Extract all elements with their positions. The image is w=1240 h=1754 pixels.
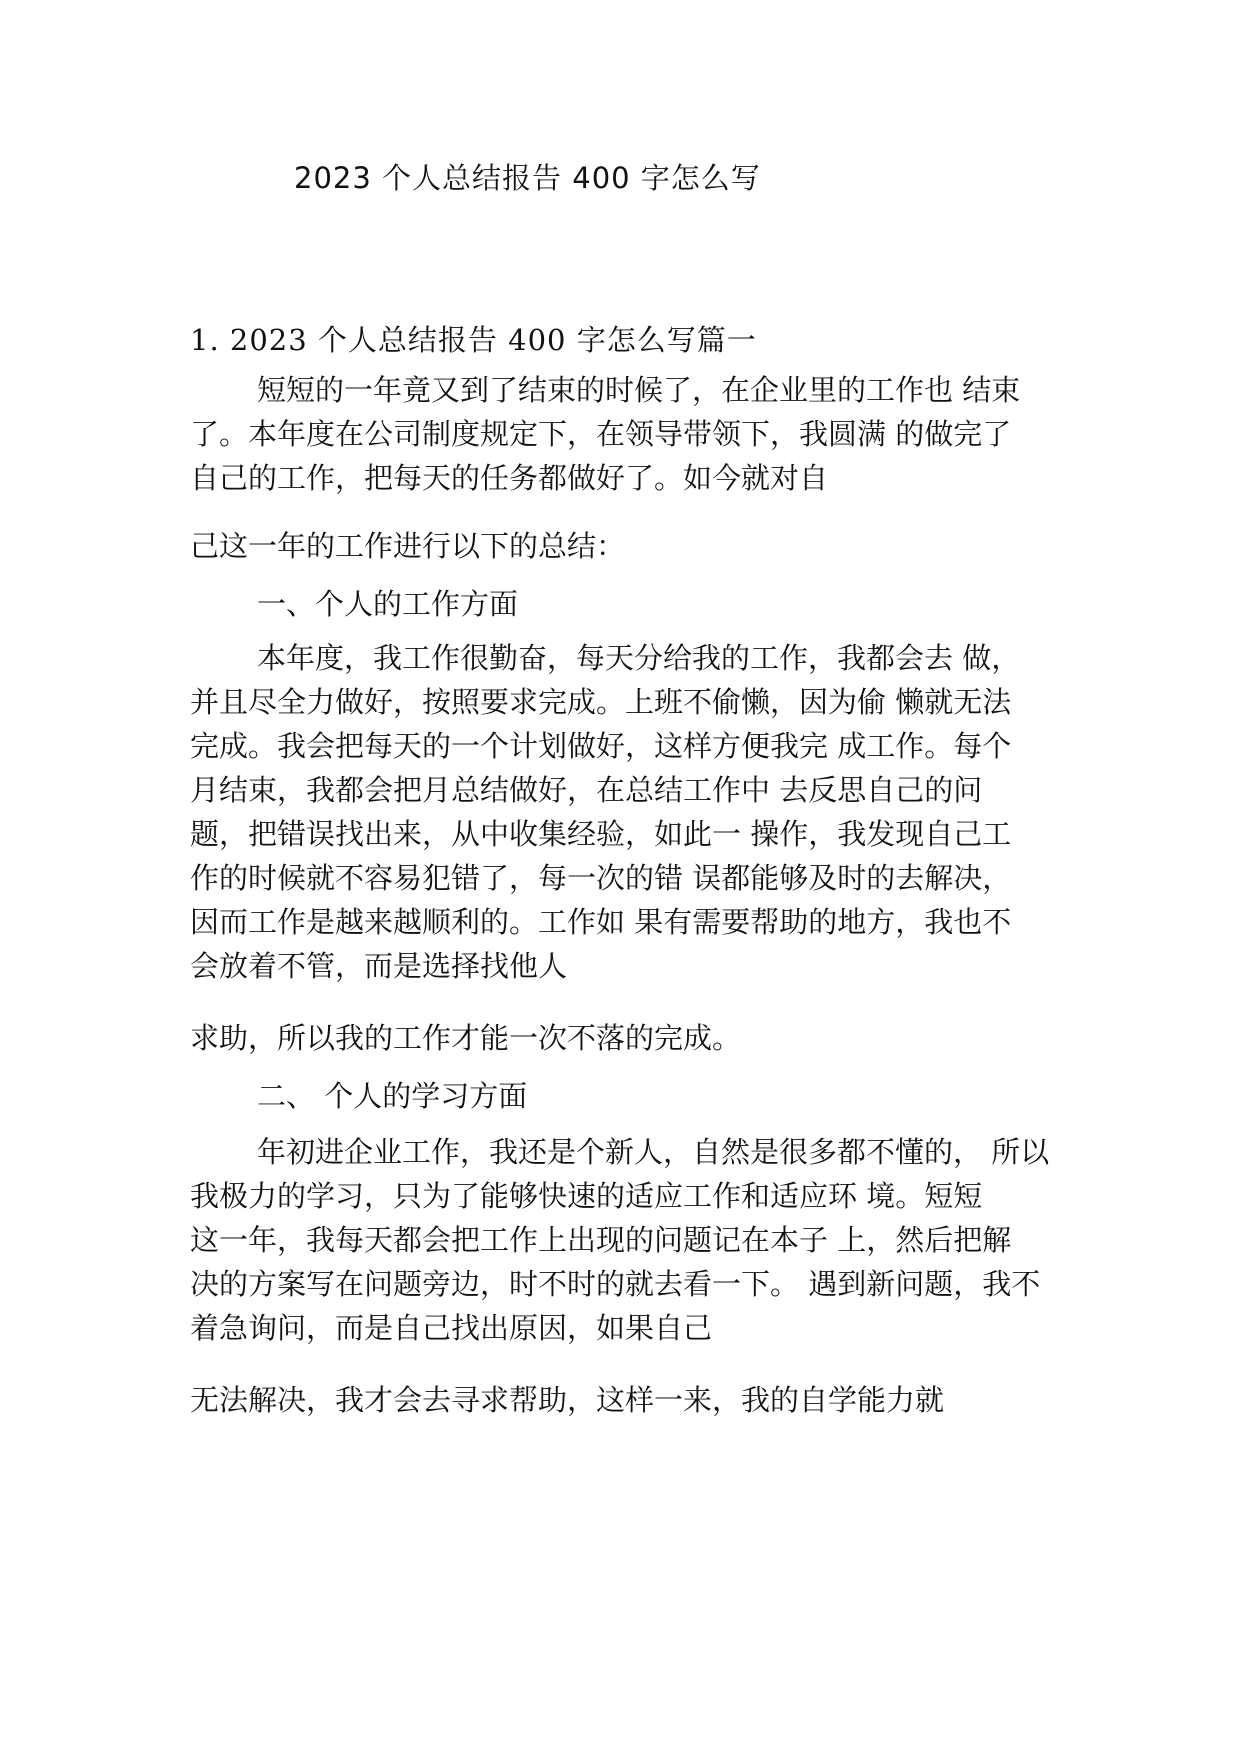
paragraph-line: 这一年，我每天都会把工作上出现的问题记在本子 上，然后把解 bbox=[190, 1223, 1012, 1257]
paragraph-line: 求助，所以我的工作才能一次不落的完成。 bbox=[190, 1021, 742, 1055]
paragraph-line: 并且尽全力做好，按照要求完成。上班不偷懒，因为偷 懒就无法 bbox=[190, 685, 1012, 719]
paragraph-line: 短短的一年竟又到了结束的时候了，在企业里的工作也 结束 bbox=[257, 373, 1021, 407]
paragraph-line: 着急询问，而是自己找出原因，如果自己 bbox=[190, 1311, 713, 1345]
subheading-work: 一、个人的工作方面 bbox=[257, 587, 519, 621]
paragraph-line: 本年度，我工作很勤奋，每天分给我的工作，我都会去 做， bbox=[257, 641, 1021, 675]
paragraph-line: 了。本年度在公司制度规定下，在领导带领下，我圆满 的做完了 bbox=[190, 417, 1012, 451]
paragraph-line: 己这一年的工作进行以下的总结： bbox=[190, 529, 626, 563]
paragraph-line: 我极力的学习，只为了能够快速的适应工作和适应环 境。短短 bbox=[190, 1179, 983, 1213]
paragraph-line: 会放着不管，而是选择找他人 bbox=[190, 949, 568, 983]
paragraph-line: 年初进企业工作，我还是个新人，自然是很多都不懂的， 所以 bbox=[257, 1135, 1050, 1169]
subheading-study: 二、 个人的学习方面 bbox=[257, 1079, 528, 1113]
paragraph-line: 因而工作是越来越顺利的。工作如 果有需要帮助的地方，我也不 bbox=[190, 905, 1012, 939]
paragraph-line: 决的方案写在问题旁边，时不时的就去看一下。 遇到新问题，我不 bbox=[190, 1267, 1041, 1301]
paragraph-line: 作的时候就不容易犯错了，每一次的错 误都能够及时的去解决， bbox=[190, 861, 1012, 895]
paragraph-line: 完成。我会把每天的一个计划做好，这样方便我完 成工作。每个 bbox=[190, 729, 1012, 763]
document-title: 2023 个人总结报告 400 字怎么写 bbox=[294, 161, 761, 195]
paragraph-line: 月结束，我都会把月总结做好，在总结工作中 去反思自己的问 bbox=[190, 773, 983, 807]
paragraph-line: 无法解决，我才会去寻求帮助，这样一来，我的自学能力就 bbox=[190, 1383, 945, 1417]
paragraph-line: 题，把错误找出来，从中收集经验，如此一 操作，我发现自己工 bbox=[190, 817, 1012, 851]
section-heading: 1. 2023 个人总结报告 400 字怎么写篇一 bbox=[190, 323, 757, 357]
paragraph-line: 自己的工作，把每天的任务都做好了。如今就对自 bbox=[190, 461, 829, 495]
